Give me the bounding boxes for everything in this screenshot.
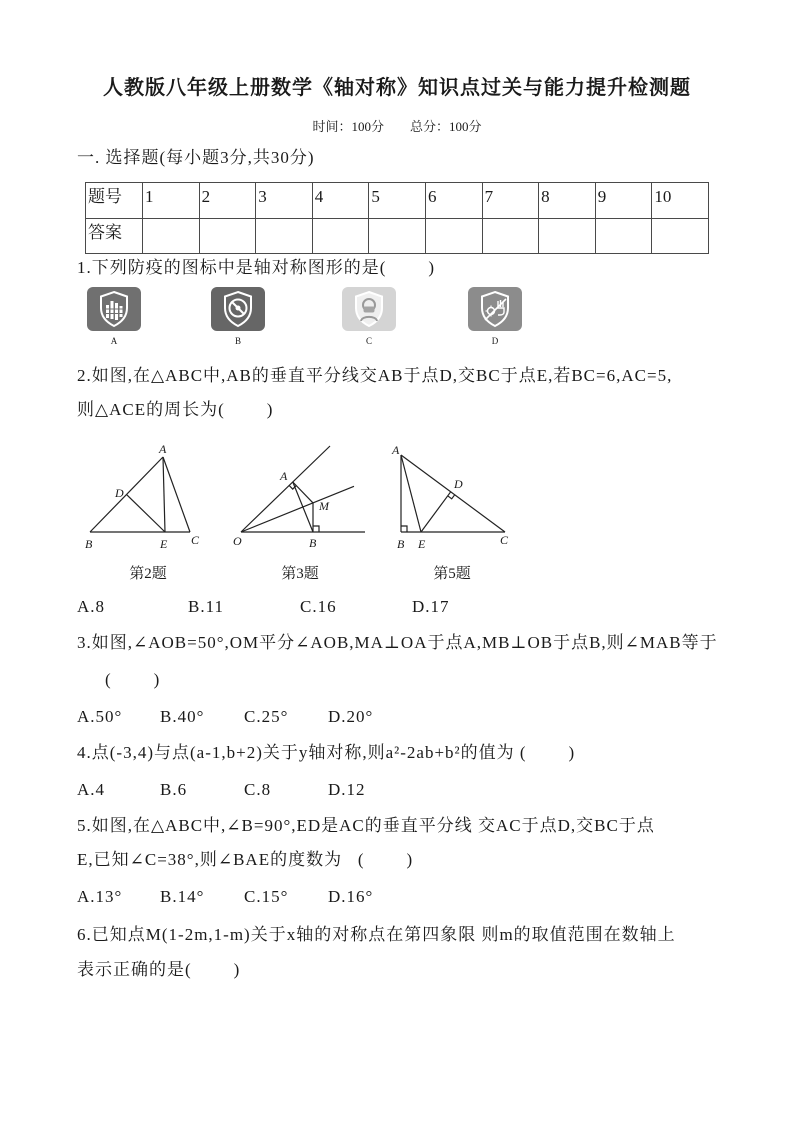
- figure-caption-q5: 第5题: [433, 566, 471, 582]
- table-answer-cell: [595, 219, 652, 254]
- q3-line2: ( ): [105, 670, 161, 689]
- fig-q2-label-b: B: [85, 537, 93, 551]
- fig-q2-label-c: C: [191, 533, 200, 547]
- table-answer-cell: [256, 219, 313, 254]
- fig-q3-label-m: M: [319, 499, 329, 513]
- fig-q2-segment-ac: [163, 457, 190, 532]
- q3-option-d: D.20°: [328, 707, 374, 726]
- q3-option-a: A.50°: [77, 707, 123, 726]
- q3-option-c: C.25°: [244, 707, 289, 726]
- fig-q3-ray-oa: [241, 446, 330, 532]
- q1-icon-label-d: D: [491, 336, 499, 346]
- fig-q3-segment-am: [293, 482, 313, 503]
- table-answer-cell: [652, 219, 709, 254]
- table-number-cell: 8: [539, 183, 596, 219]
- answer-table-answer-row: [86, 219, 709, 254]
- table-number-cell: 3: [256, 183, 313, 219]
- fig-q3-label-a: A: [280, 469, 288, 483]
- q6-line2: 表示正确的是( ): [77, 960, 241, 979]
- table-number-cell: 5: [369, 183, 426, 219]
- q1-icon-label-b: B: [234, 336, 241, 346]
- q5-option-d: D.16°: [328, 887, 374, 906]
- table-header-label: 题号: [86, 183, 143, 219]
- exam-time: 时间：100分: [312, 119, 384, 134]
- table-answer-cell: [539, 219, 596, 254]
- figure-q5-right-triangle: [390, 440, 515, 552]
- fig-q5-segment-ae: [401, 455, 421, 532]
- figure-caption-q2: 第2题: [129, 566, 167, 582]
- fig-q5-segment-ac: [401, 455, 505, 532]
- fig-q2-label-d: D: [115, 486, 124, 500]
- fig-q2-segment-ae: [163, 457, 165, 532]
- fig-q3-right-angle-b: [313, 526, 319, 532]
- table-answer-cell: [482, 219, 539, 254]
- fig-q5-segment-de: [421, 492, 451, 532]
- q3-option-b: B.40°: [160, 707, 205, 726]
- table-answer-cell: [143, 219, 200, 254]
- fig-q2-segment-de: [127, 495, 166, 533]
- building-bar: [111, 301, 114, 319]
- fig-q3-label-b: B: [309, 536, 317, 550]
- page-title: 人教版八年级上册数学《轴对称》知识点过关与能力提升检测题: [103, 77, 691, 99]
- building-bar: [120, 306, 123, 317]
- q1-icon-label-a: A: [110, 336, 118, 346]
- q1-icon-option-d: [468, 287, 522, 346]
- q1-icon-option-c: [342, 287, 396, 346]
- fig-q3-label-o: O: [233, 534, 242, 548]
- q6-line1: 6.已知点M(1-2m,1-m)关于x轴的对称点在第四象限 则m的取值范围在数轴上: [77, 925, 676, 944]
- table-number-cell: 2: [199, 183, 256, 219]
- table-number-cell: 10: [652, 183, 709, 219]
- q1-icon-option-b: [211, 287, 265, 346]
- fig-q2-label-e: E: [160, 537, 168, 551]
- fig-q3-segment-ab: [293, 482, 313, 532]
- shield-hand-icon: [468, 287, 522, 331]
- q1-icon-label-c: C: [365, 336, 372, 346]
- q2-option-a: A.8: [77, 597, 106, 616]
- q2-option-d: D.17: [412, 597, 450, 616]
- building-bar: [106, 305, 109, 318]
- q2-option-c: C.16: [300, 597, 337, 616]
- table-number-cell: 4: [312, 183, 369, 219]
- q2-line2: 则△ACE的周长为( ): [77, 400, 274, 419]
- q3-line1: 3.如图,∠AOB=50°,OM平分∠AOB,MA⊥OA于点A,MB⊥OB于点B,则∠MAB等于: [77, 633, 718, 652]
- q4-option-a: A.4: [77, 780, 106, 799]
- q5-line2: E,已知∠C=38°,则∠BAE的度数为 ( ): [77, 850, 414, 869]
- table-answer-cell: [425, 219, 482, 254]
- fig-q2-label-a: A: [159, 442, 167, 456]
- fig-q5-label-d: D: [454, 477, 463, 491]
- table-number-cell: 9: [595, 183, 652, 219]
- table-answer-label: 答案: [86, 219, 143, 254]
- q2-line1: 2.如图,在△ABC中,AB的垂直平分线交AB于点D,交BC于点E,若BC=6,AC=5,: [77, 366, 673, 385]
- virus-dot: [236, 306, 241, 311]
- fig-q5-label-e: E: [418, 537, 426, 551]
- fig-q5-label-b: B: [397, 537, 405, 551]
- answer-table-number-row: [86, 183, 709, 219]
- q4-option-d: D.12: [328, 780, 366, 799]
- figure-q2-triangle: [80, 440, 210, 552]
- table-number-cell: 6: [425, 183, 482, 219]
- q5-option-b: B.14°: [160, 887, 205, 906]
- shield-building-icon: [87, 287, 141, 331]
- fig-q5-right-angle-b: [401, 526, 407, 532]
- shield-mask-icon: [342, 287, 396, 331]
- q5-line1: 5.如图,在△ABC中,∠B=90°,ED是AC的垂直平分线 交AC于点D,交BC于点: [77, 816, 655, 835]
- q2-option-b: B.11: [188, 597, 224, 616]
- q4-text: 4.点(-3,4)与点(a-1,b+2)关于y轴对称,则a²-2ab+b²的值为 ( ): [77, 743, 576, 762]
- section-heading: 一. 选择题(每小题3分,共30分): [77, 148, 315, 167]
- q5-option-c: C.15°: [244, 887, 289, 906]
- table-answer-cell: [369, 219, 426, 254]
- table-answer-cell: [199, 219, 256, 254]
- q1-icon-option-a: [87, 287, 141, 346]
- q4-option-c: C.8: [244, 780, 272, 799]
- q1-text: 1.下列防疫的图标中是轴对称图形的是( ): [77, 258, 436, 277]
- face-mask: [364, 307, 375, 313]
- table-answer-cell: [312, 219, 369, 254]
- exam-total-score: 总分：100分: [410, 119, 482, 134]
- figure-caption-q3: 第3题: [281, 566, 319, 582]
- shield-ban-icon: [211, 287, 265, 331]
- fig-q5-label-c: C: [500, 533, 509, 547]
- fig-q5-label-a: A: [392, 443, 400, 457]
- figure-q3-angle-bisector: [228, 440, 368, 552]
- q5-option-a: A.13°: [77, 887, 123, 906]
- table-number-cell: 1: [143, 183, 200, 219]
- q4-option-b: B.6: [160, 780, 188, 799]
- answer-table: [85, 182, 709, 254]
- exam-meta: [0, 119, 794, 134]
- building-bar: [115, 303, 118, 320]
- table-number-cell: 7: [482, 183, 539, 219]
